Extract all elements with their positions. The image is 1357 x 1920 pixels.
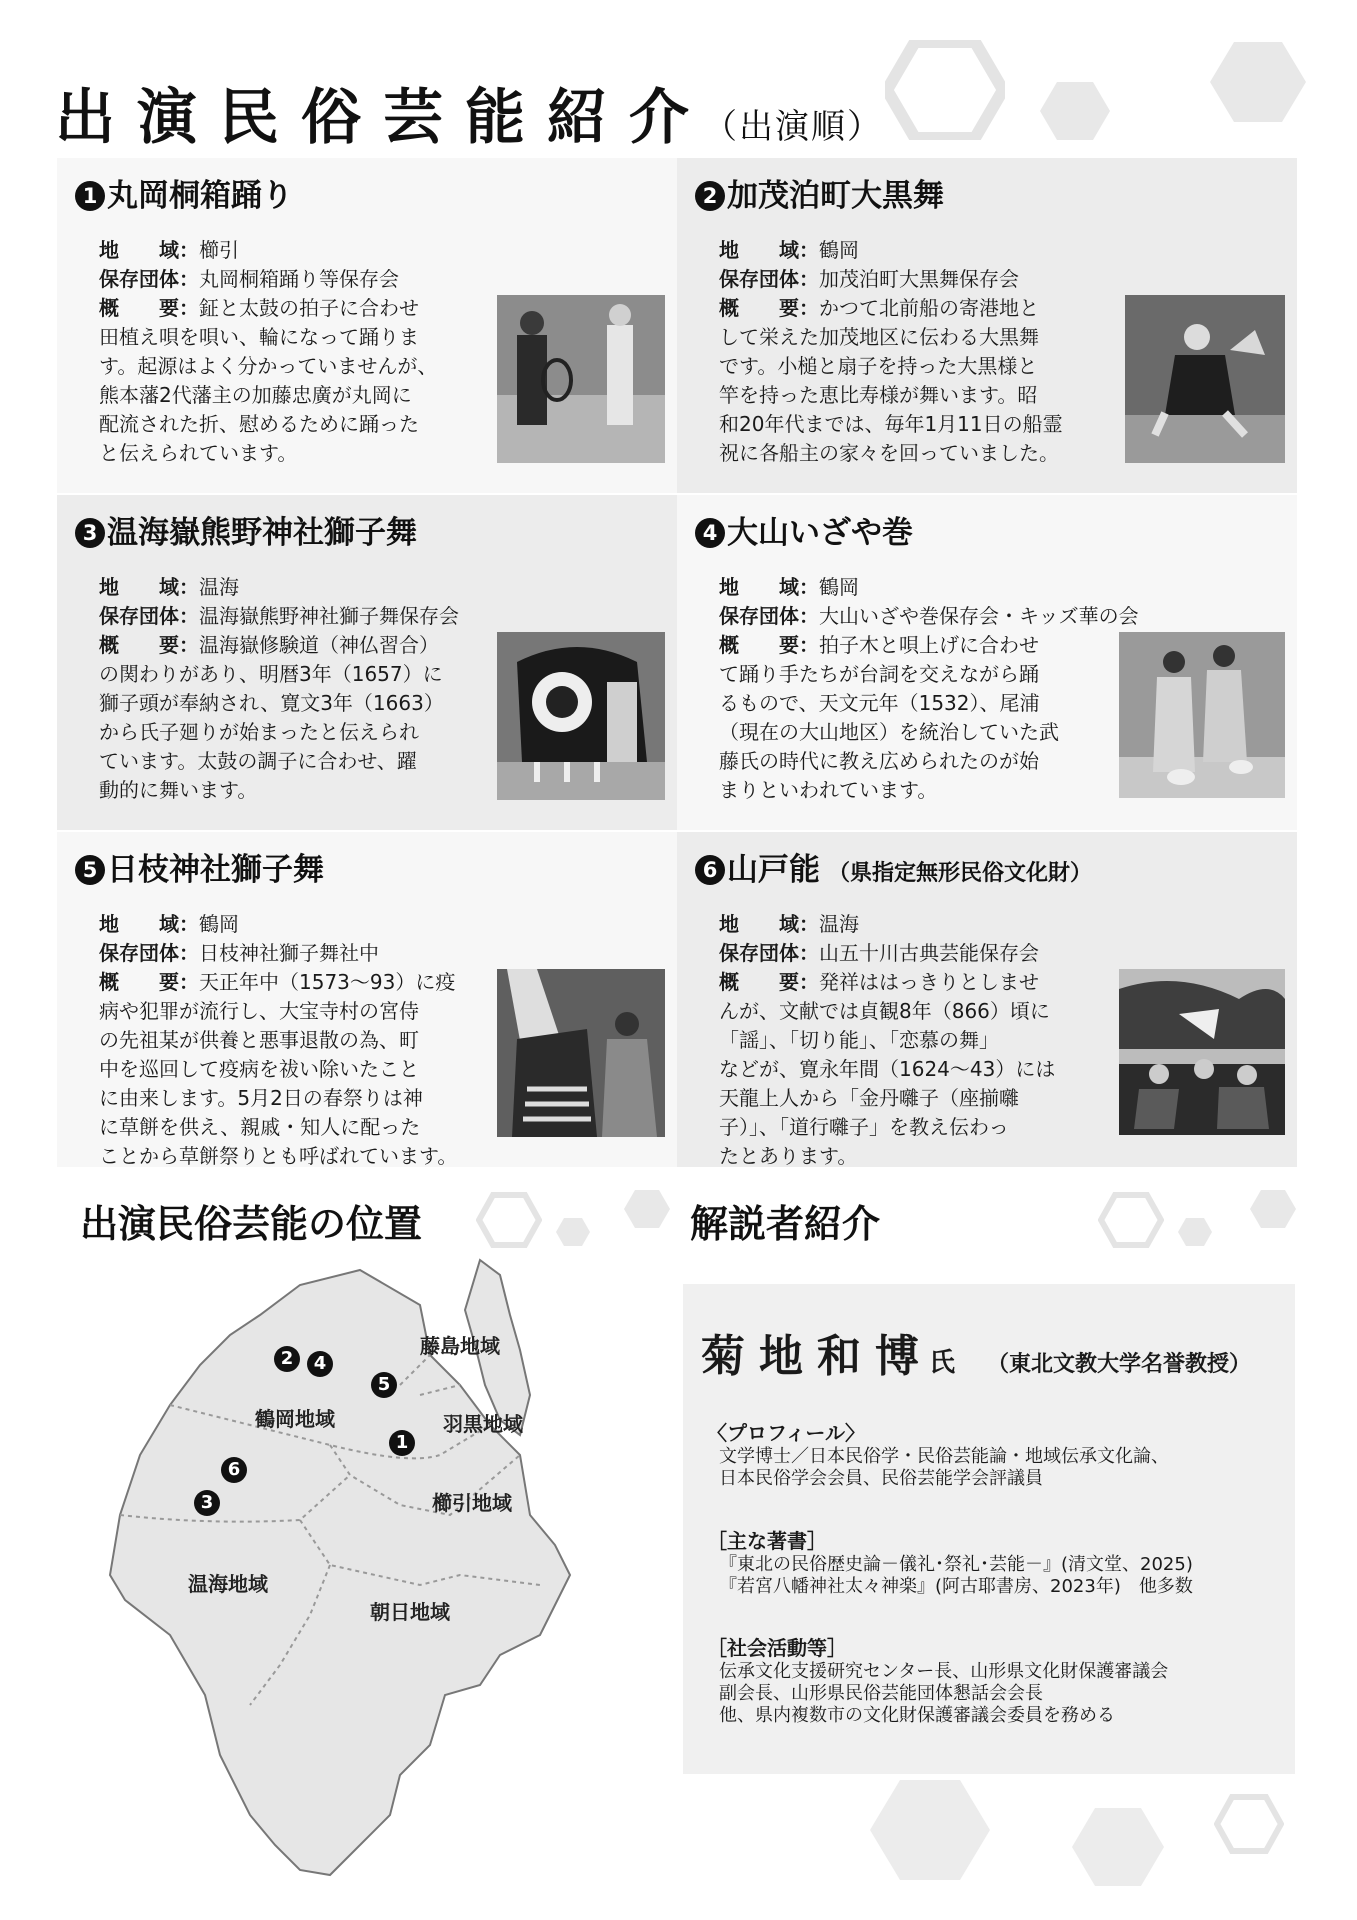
map-pin: 3 [194,1490,220,1516]
summary: 概 要：鉦と太鼓の拍子に合わせ 田植え唄を唄い、輪になって踊りま す。起源はよく分かっていませんが、 熊本藩2代藩主の加藤忠廣が丸岡に 配流された折、慰めるために踊った と伝えられています。 [99,296,438,465]
performance-photo [497,295,665,463]
summary: 概 要：拍子木と唄上げに合わせ て踊り手たちが台詞を交えながら踊 るもので、天文元年（1532）、尾浦 （現在の大山地区）を統治していた武 藤氏の時代に教え広められたのが始 まりといわれています。 [719,633,1059,802]
map-region-label: 鶴岡地域 [255,1407,335,1431]
activities-line: 副会長、山形県民俗芸能団体懇話会会長 [719,1683,1043,1704]
performance-card-1 [57,158,677,493]
number-badge: 2 [695,181,725,211]
tsuruoka-city-map [100,1255,580,1885]
page-subtitle: （出演順） [703,107,883,147]
works-line: 『若宮八幡神社太々神楽』(阿古耶書房、2023年) 他多数 [719,1576,1193,1597]
performance-title: 1 丸岡桐箱踊り [75,170,293,215]
map-region-label: 羽黒地域 [443,1412,523,1436]
group-row: 保存団体：大山いざや巻保存会・キッズ華の会 [719,604,1139,628]
performance-title: 4 大山いざや巻 [695,507,913,552]
commentator-profile-box [683,1284,1295,1774]
map-pin: 5 [371,1372,397,1398]
hexagon-decoration [1040,82,1110,140]
performance-card-3 [57,495,677,830]
number-badge: 3 [75,518,105,548]
works-line: 『東北の民俗歴史論－儀礼･祭礼･芸能－』(清文堂、2025) [719,1554,1193,1575]
profile-line: 日本民俗学会会員、民俗芸能学会評議員 [719,1468,1043,1489]
region-row: 地 域：鶴岡 [99,912,239,936]
map-region-label: 朝日地域 [370,1600,450,1624]
profile-heading: 〈プロフィール〉 [707,1421,865,1445]
hexagon-decoration [624,1190,670,1228]
map-pin: 1 [389,1430,415,1456]
region-row: 地 域：鶴岡 [719,575,859,599]
group-row: 保存団体：温海嶽熊野神社獅子舞保存会 [99,604,459,628]
summary: 概 要：発祥ははっきりとしませ んが、文献では貞観8年（866）頃に 「謡」、「切り能」、「恋慕の舞」 などが、寛永年間（1624～43）には 天龍上人から「金丹囃子（座揃囃 子）」、「道行囃子」を教え伝わっ たとあります。 [719,970,1056,1168]
map-pin: 4 [307,1351,333,1377]
hexagon-decoration [885,40,1005,140]
performance-card-2 [677,158,1297,493]
hexagon-decoration [1098,1192,1164,1248]
map-heading: 出演民俗芸能の位置 [80,1202,423,1246]
hexagon-decoration [870,1780,990,1880]
designation-note: （県指定無形民俗文化財） [828,861,1093,886]
region-row: 地 域：温海 [99,575,239,599]
performance-photo [497,632,665,800]
region-row: 地 域：鶴岡 [719,238,859,262]
activities-heading: ［社会活動等］ [707,1636,847,1660]
hexagon-decoration [1178,1218,1212,1246]
commentator-affiliation: （東北文教大学名誉教授） [987,1352,1252,1377]
hexagon-decoration [1250,1190,1296,1228]
summary: 概 要：温海嶽修験道（神仏習合） の関わりがあり、明暦3年（1657）に 獅子頭が奉納され、寛文3年（1663） から氏子廻りが始まったと伝えられ ています。太鼓の調子に合わせ、躍 動的に舞います。 [99,633,444,802]
map-region-label: 温海地域 [188,1572,268,1596]
performance-card-5 [57,832,677,1167]
works-heading: ［主な著書］ [707,1529,827,1553]
group-row: 保存団体：丸岡桐箱踊り等保存会 [99,267,399,291]
region-row: 地 域：温海 [719,912,859,936]
summary: 概 要：天正年中（1573～93）に疫 病や犯罪が流行し、大宝寺村の宮侍 の先祖某が供養と悪事退散の為、町 中を巡回して疫病を祓い除いたこと に由来します。5月2日の春祭りは神 に草餅を供え、親戚・知人に配った ことから草餅祭りとも呼ばれています。 [99,970,458,1168]
hexagon-decoration [476,1192,542,1248]
group-row: 保存団体：山五十川古典芸能保存会 [719,941,1039,965]
map-region-label: 藤島地域 [420,1334,500,1358]
activities-line: 伝承文化支援研究センター長、山形県文化財保護審議会 [719,1661,1169,1682]
profile-line: 文学博士／日本民俗学・民俗芸能論・地域伝承文化論、 [719,1446,1169,1467]
commentator-heading: 解説者紹介 [690,1202,881,1246]
hexagon-decoration [1210,42,1306,122]
commentator-name-line [701,1320,1251,1384]
performance-photo [1119,632,1285,798]
region-row: 地 域：櫛引 [99,238,239,262]
commentator-name: 菊地和博 [701,1331,933,1382]
number-badge: 5 [75,855,105,885]
performance-photo [1125,295,1285,463]
number-badge: 1 [75,181,105,211]
performance-title: 6 山戸能 （県指定無形民俗文化財） [695,844,1092,889]
number-badge: 4 [695,518,725,548]
performance-photo [1119,969,1285,1135]
page-title: 出演民俗芸能紹介（出演順） [55,83,883,153]
performance-title: 3 温海嶽熊野神社獅子舞 [75,507,417,552]
performance-title: 2 加茂泊町大黒舞 [695,170,944,215]
map-region-label: 櫛引地域 [432,1491,512,1515]
map-pin: 2 [274,1346,300,1372]
hexagon-decoration [1072,1808,1164,1886]
hexagon-decoration [1214,1794,1284,1854]
map-pin: 6 [221,1457,247,1483]
number-badge: 6 [695,855,725,885]
activities-line: 他、県内複数市の文化財保護審議会委員を務める [719,1705,1115,1726]
performance-card-6 [677,832,1297,1167]
summary: 概 要：かつて北前船の寄港地と して栄えた加茂地区に伝わる大黒舞 です。小槌と扇子を持った大黒様と 竿を持った恵比寿様が舞います。昭 和20年代までは、毎年1月11日の船霊 祝に各船主の家々を回っていました。 [719,296,1063,465]
group-row: 保存団体：加茂泊町大黒舞保存会 [719,267,1019,291]
performance-card-4 [677,495,1297,830]
honorific: 氏 [929,1348,956,1378]
group-row: 保存団体：日枝神社獅子舞社中 [99,941,379,965]
performance-title: 5 日枝神社獅子舞 [75,844,324,889]
hexagon-decoration [556,1218,590,1246]
performance-photo [497,969,665,1137]
